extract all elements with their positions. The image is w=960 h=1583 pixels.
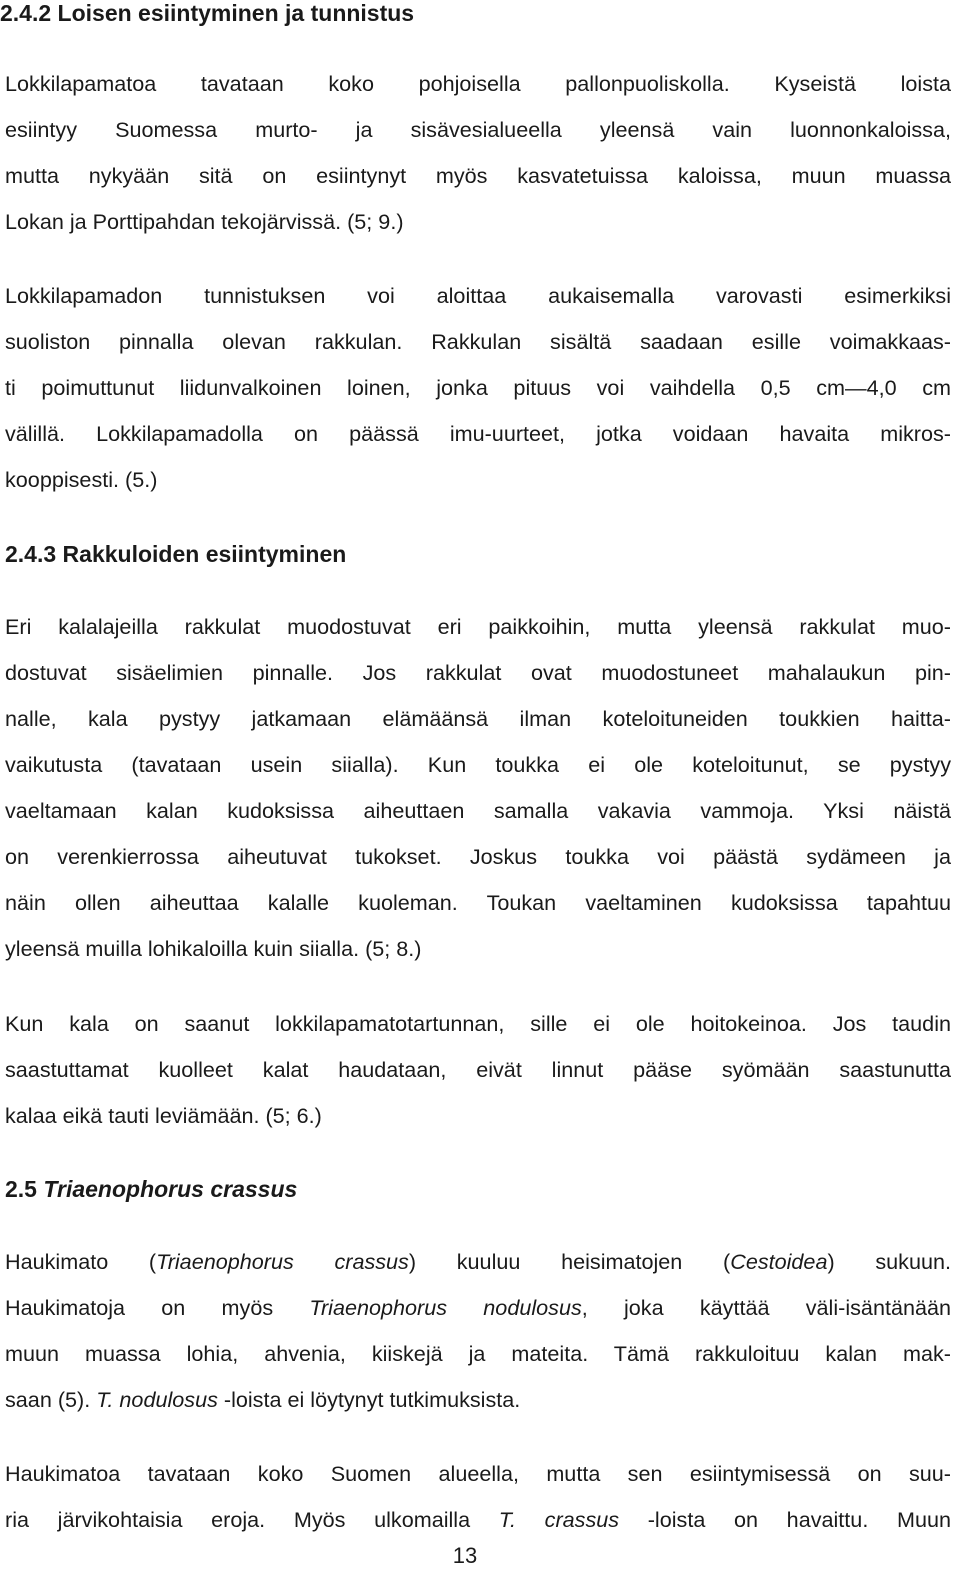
heading-2-5-number: 2.5 (5, 1176, 44, 1202)
text-line: Lokan ja Porttipahdan tekojärvissä. (5; 9.) (5, 209, 404, 234)
paragraph-treatment (5, 1001, 951, 1139)
text-line: kooppisesti. (5.) (5, 467, 158, 492)
text-line: kalaa eikä tauti leviämään. (5; 6.) (5, 1103, 322, 1128)
heading-2-4-3: 2.4.3 Rakkuloiden esiintyminen (5, 541, 347, 567)
species-name: T. crassus (498, 1507, 620, 1532)
text-line: saastuttamat kuolleet kalat haudataan, eivät linnut pääse syömään saastunutta (5, 1057, 951, 1082)
paragraph-occurrence (5, 61, 951, 245)
text-line: Lokkilapamadon tunnistuksen voi aloittaa aukaisemalla varovasti esimerkiksi (5, 283, 951, 308)
text-line: nalle, kala pystyy jatkamaan elämäänsä ilman koteloituneiden toukkien haitta- (5, 706, 951, 731)
heading-2-4-2: 2.4.2 Loisen esiintyminen ja tunnistus (0, 0, 415, 26)
text-line: Haukimatoa tavataan koko Suomen alueella, mutta sen esiintymisessä on suu- (5, 1461, 951, 1486)
class-name: Cestoidea (730, 1249, 828, 1274)
text-line: saan (5). T. nodulosus -loista ei löytynyt tutkimuksista. (5, 1387, 521, 1412)
paragraph-identification (5, 273, 951, 503)
text-line: välillä. Lokkilapamadolla on päässä imu-uurteet, jotka voidaan havaita mikros- (5, 421, 951, 446)
text-line: ti poimuttunut liidunvalkoinen loinen, jonka pituus voi vaihdella 0,5 cm—4,0 cm (5, 375, 951, 400)
species-name: Triaenophorus crassus (156, 1249, 409, 1274)
text-line: dostuvat sisäelimien pinnalle. Jos rakkulat ovat muodostuneet mahalaukun pin- (5, 660, 951, 685)
text-line: on verenkierrossa aiheutuvat tukokset. Joskus toukka voi päästä sydämeen ja (5, 844, 951, 869)
page-number: 13 (452, 1543, 478, 1568)
text-line: Haukimatoja on myös Triaenophorus nodulosus, joka käyttää väli-isäntänään (5, 1295, 951, 1320)
species-name: T. nodulosus (96, 1387, 218, 1412)
text-line: Eri kalalajeilla rakkulat muodostuvat eri paikkoihin, mutta yleensä rakkulat muo- (5, 614, 951, 639)
text-line: suoliston pinnalla olevan rakkulan. Rakkulan sisältä saadaan esille voimakkaas- (5, 329, 951, 354)
text-line: Haukimato (Triaenophorus crassus) kuuluu heisimatojen (Cestoidea) sukuun. (5, 1249, 951, 1274)
heading-2-5 (5, 1174, 960, 1204)
heading-2-5-title: Triaenophorus crassus (43, 1176, 298, 1202)
text-line: ria järvikohtaisia eroja. Myös ulkomailla T. crassus -loista on havaittu. Muun (5, 1507, 952, 1532)
text-line: yleensä muilla lohikaloilla kuin siialla. (5; 8.) (5, 936, 422, 961)
text-line: muun muassa lohia, ahvenia, kiiskejä ja mateita. Tämä rakkuloituu kalan mak- (5, 1341, 951, 1366)
paragraph-vesicles (5, 604, 951, 972)
paragraph-distribution (5, 1451, 951, 1543)
text-line: mutta nykyään sitä on esiintynyt myös kasvatetuissa kaloissa, muun muassa (5, 163, 951, 188)
text-line: vaikutusta (tavataan usein siialla). Kun toukka ei ole koteloitunut, se pystyy (5, 752, 951, 777)
text-line: näin ollen aiheuttaa kalalle kuoleman. Toukan vaeltaminen kudoksissa tapahtuu (5, 890, 951, 915)
text-line: esiintyy Suomessa murto- ja sisävesialueella yleensä vain luonnonkaloissa, (5, 117, 951, 142)
text-line: vaeltamaan kalan kudoksissa aiheuttaen samalla vakavia vammoja. Yksi näistä (5, 798, 951, 823)
text-line: Lokkilapamatoa tavataan koko pohjoisella pallonpuoliskolla. Kyseistä loista (5, 71, 951, 96)
text-line: Kun kala on saanut lokkilapamatotartunnan, sille ei ole hoitokeinoa. Jos taudin (5, 1011, 951, 1036)
species-name: Triaenophorus nodulosus (309, 1295, 582, 1320)
paragraph-haukimato (5, 1239, 951, 1423)
